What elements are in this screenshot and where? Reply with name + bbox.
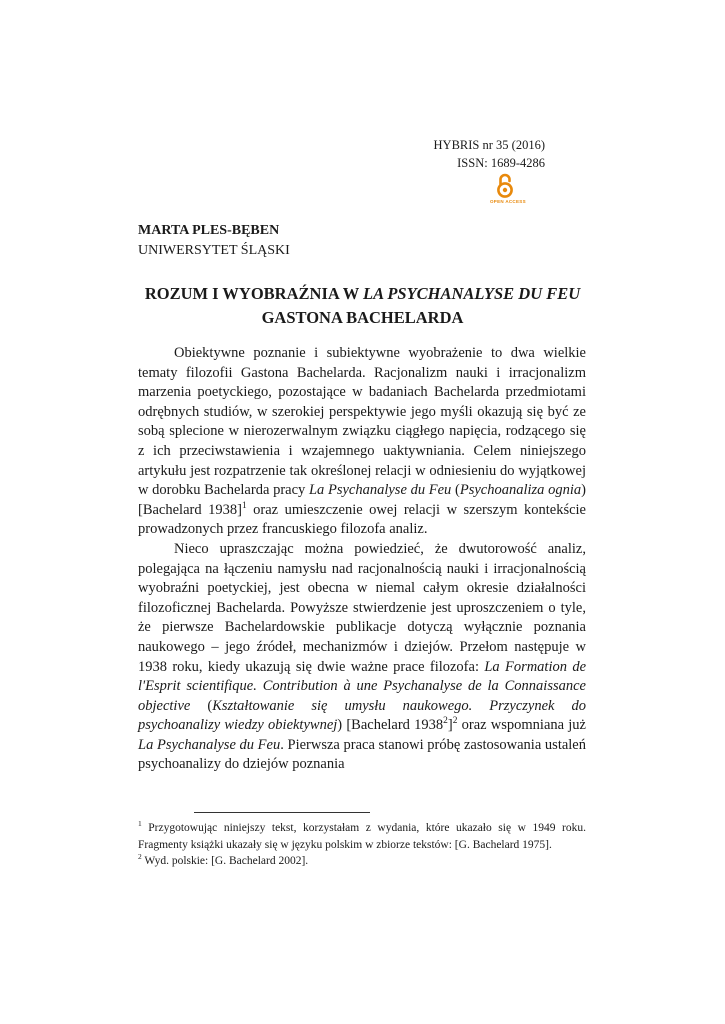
article-title bbox=[100, 282, 625, 330]
journal-issn: ISSN: 1689-4286 bbox=[457, 156, 545, 170]
text-run: ) [Bachelard 1938] bbox=[138, 482, 586, 518]
author-block bbox=[138, 221, 290, 261]
superscript-edition: 2 bbox=[443, 716, 448, 727]
text-run: Nieco upraszczając można powiedzieć, że dwutorowość analiz, polegająca na łączeniu namysłu nad racjonalnością nauki i irracjonalnością wyobraźni poetyckiej, jest obecna w niemal całym okresie działalności filozoficznej Bachelarda. Powyższe stwierdzenie jest uproszczeniem o tyle, że pierwsze Bachelardowskie publikacje dotyczą wyłącznie poznania naukowego – jego źródeł, mechanizmów i dziejów. Przełom następuje w 1938 roku, kiedy ukazują się dwie ważne prace filozofa: bbox=[138, 540, 586, 675]
journal-info bbox=[434, 136, 545, 172]
title-line-2: GASTONA BACHELARDA bbox=[261, 308, 464, 327]
text-run: oraz wspomniana już bbox=[457, 717, 586, 734]
text-run: ( bbox=[190, 697, 213, 714]
article-body bbox=[138, 344, 586, 775]
footnote-number: 1 bbox=[138, 819, 142, 829]
footnotes bbox=[138, 820, 586, 870]
footnote-ref-2[interactable]: 2 bbox=[452, 716, 458, 727]
footnote-divider bbox=[194, 812, 370, 813]
footnote-text: Przygotowując niniejszy tekst, korzystałam z wydania, które ukazało się w 1949 roku. Fragmenty książki ukazały się w języku polskim w zbiorze tekstów: [G. Bachelard 1975]. bbox=[138, 822, 586, 851]
footnote-1 bbox=[138, 820, 586, 853]
paragraph-1 bbox=[138, 344, 586, 540]
text-run: Obiektywne poznanie i subiektywne wyobrażenie to dwa wielkie tematy filozofii Gastona Bachelarda. Racjonalizm nauki i irracjonalizm marzenia poetyckiego, pozostające w badaniach Bachelarda przedmiotami odrębnych studiów, w szerokiej perspektywie jego myśli okazują się być ze sobą splecione w nierozerwalnym związku ciągłego napięcia, rodzącego się z ich przeciwstawienia i wzajemnego uaktywniania. Celem niniejszego artykułu jest rozpatrzenie tak określonej relacji w odniesieniu do wyjątkowej w dorobku Bachelarda pracy bbox=[138, 345, 586, 499]
paragraph-2 bbox=[138, 540, 586, 775]
text-run: . Pierwsza praca stanowi próbę zastosowania ustaleń psychoanalizy do dziejów poznania bbox=[138, 736, 586, 773]
italic-run: Psychoanaliza ognia bbox=[459, 482, 582, 499]
text-run: ] bbox=[447, 717, 453, 734]
open-access-logo bbox=[490, 172, 526, 204]
title-italic: LA PSYCHANALYSE DU FEU bbox=[363, 284, 581, 303]
text-run: ( bbox=[451, 482, 460, 499]
italic-run: La Psychanalyse du Feu bbox=[138, 736, 281, 753]
author-affiliation: UNIWERSYTET ŚLĄSKI bbox=[138, 243, 290, 258]
italic-run: La Psychanalyse du Feu bbox=[308, 482, 452, 499]
open-access-lock-icon bbox=[496, 172, 514, 198]
text-run: ) [Bachelard 1938 bbox=[337, 717, 444, 734]
italic-run: Kształtowanie się umysłu naukowego. Przyczynek do psychoanalizy wiedzy obiektywnej bbox=[138, 697, 586, 734]
text-run: oraz umieszczenie owej relacji w szerszym kontekście prowadzonych przez francuskiego filozofa analiz. bbox=[138, 501, 586, 538]
author-name: MARTA PLES-BĘBEN bbox=[138, 223, 280, 238]
open-access-label: OPEN ACCESS bbox=[490, 199, 526, 204]
footnote-number: 2 bbox=[138, 852, 142, 862]
title-text: ROZUM I WYOBRAŹNIA W bbox=[144, 284, 364, 303]
journal-issue: HYBRIS nr 35 (2016) bbox=[433, 138, 545, 152]
footnote-ref-1[interactable]: 1 bbox=[241, 500, 247, 511]
italic-run: La Formation de l'Esprit scientifique. Contribution à une Psychanalyse de la Connaissance objective bbox=[138, 658, 587, 714]
footnote-2 bbox=[138, 853, 586, 870]
title-line-1 bbox=[100, 282, 625, 306]
footnote-text: Wyd. polskie: [G. Bachelard 2002]. bbox=[141, 855, 309, 867]
